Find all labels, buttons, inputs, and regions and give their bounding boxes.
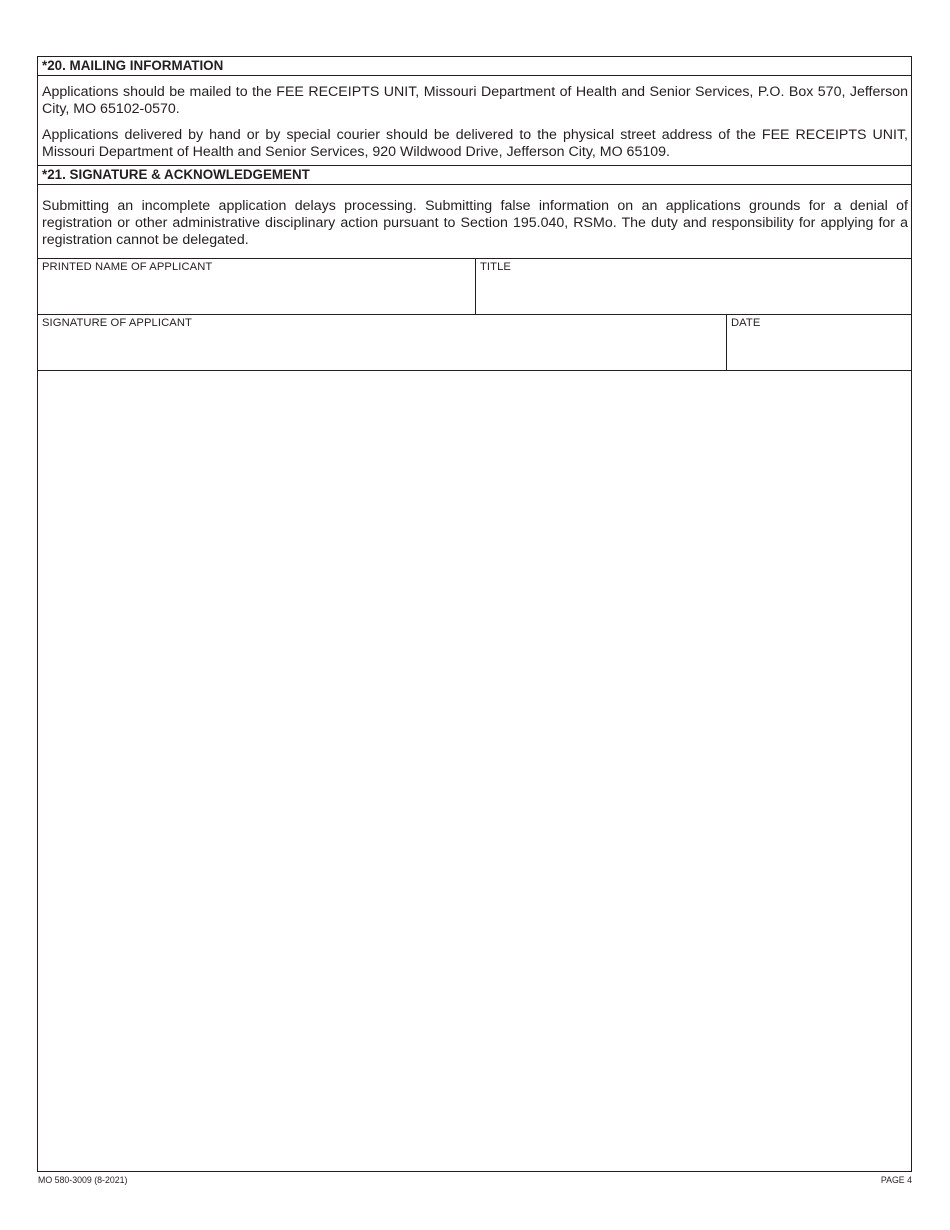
printed-name-input[interactable] [42,277,471,310]
mailing-information-section [38,76,911,165]
mailing-address-paragraph: Applications should be mailed to the FEE RECEIPTS UNIT, Missouri Department of Health and Senior Services, P.O. Box 570, Jefferson City, MO 65102-0570. [42,84,908,117]
signature-label: SIGNATURE OF APPLICANT [42,317,192,329]
signature-field[interactable] [38,315,726,370]
form-number: MO 580-3009 (8-2021) [38,1175,128,1185]
signature-input[interactable] [42,333,722,366]
acknowledgement-section [38,185,911,259]
page-number: PAGE 4 [880,1175,912,1185]
application-form-page [37,56,912,1172]
name-title-row [38,259,911,315]
title-input[interactable] [480,277,907,310]
courier-address-paragraph: Applications delivered by hand or by special courier should be delivered to the physical street address of the FEE RECEIPTS UNIT, Missouri Department of Health and Senior Services, 920 Wildwood Drive, Jefferson City, MO 65109. [42,127,908,160]
date-input[interactable] [731,333,907,366]
signature-date-row [38,315,911,371]
title-field[interactable] [475,259,911,314]
mailing-information-header: *20. MAILING INFORMATION [38,57,911,76]
title-label: TITLE [480,261,511,273]
printed-name-label: PRINTED NAME OF APPLICANT [42,261,213,273]
date-label: DATE [731,317,761,329]
signature-acknowledgement-header: *21. SIGNATURE & ACKNOWLEDGEMENT [38,165,911,185]
date-field[interactable] [726,315,911,370]
printed-name-field[interactable] [38,259,475,314]
acknowledgement-paragraph: Submitting an incomplete application delays processing. Submitting false information on an applications grounds for a denial of registration or other administrative disciplinary action pursuant to Section 195.040, RSMo. The duty and responsibility for applying for a registration cannot be delegated. [42,198,908,248]
